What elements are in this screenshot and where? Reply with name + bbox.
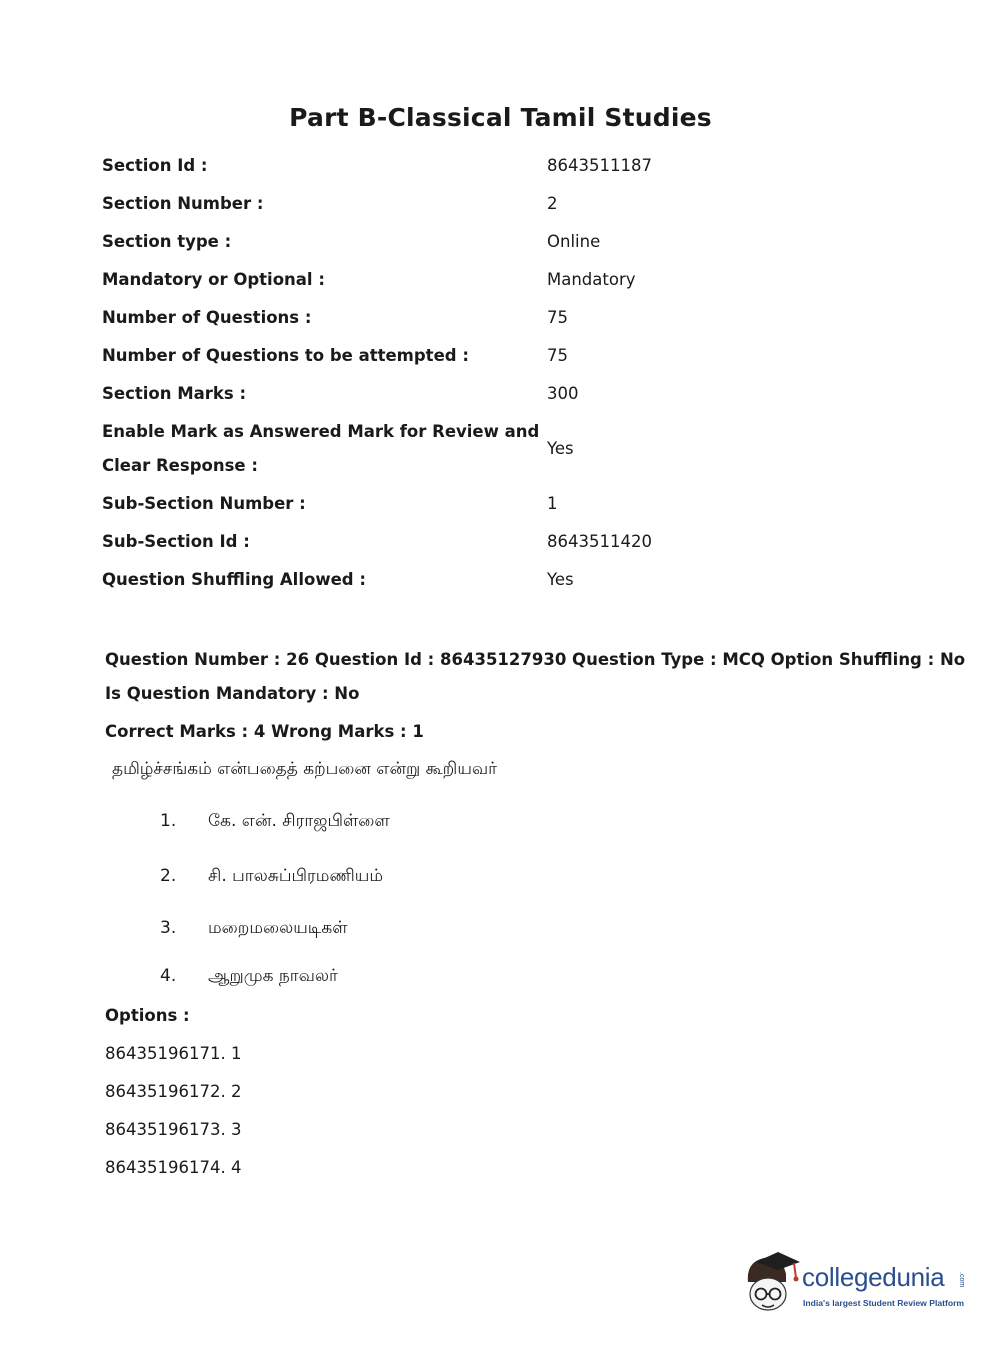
choice-2 (160, 866, 383, 888)
num-attempt-label: Number of Questions to be attempted : (102, 346, 469, 365)
choice-3 (160, 918, 348, 940)
section-number-label: Section Number : (102, 194, 264, 213)
section-id-value: 8643511187 (547, 156, 652, 175)
choice-number: 1. (160, 811, 177, 831)
num-attempt-value: 75 (547, 346, 568, 365)
section-marks-label: Section Marks : (102, 384, 247, 403)
section-number-value: 2 (547, 194, 558, 213)
choice-text: மறைமலையடிகள் (208, 918, 348, 938)
choice-text: சி. பாலசுப்பிரமணியம் (208, 866, 384, 886)
shuffling-label: Question Shuffling Allowed : (102, 570, 366, 589)
logo-domain: .com (958, 1272, 965, 1288)
option-id-2: 86435196172. 2 (105, 1082, 242, 1101)
sub-section-number-value: 1 (547, 494, 558, 513)
enable-mark-label-line1: Enable Mark as Answered Mark for Review and (102, 422, 540, 441)
choice-1 (160, 811, 390, 833)
shuffling-value: Yes (547, 570, 574, 589)
enable-mark-label-line2: Clear Response : (102, 456, 258, 475)
mandatory-value: Mandatory (547, 270, 636, 289)
logo-wordmark: collegedunia (802, 1262, 945, 1292)
section-marks-value: 300 (547, 384, 579, 403)
student-mascot-icon (742, 1248, 804, 1318)
page-title: Part B-Classical Tamil Studies (289, 103, 712, 132)
options-title: Options : (105, 1006, 190, 1025)
question-header-line1: Question Number : 26 Question Id : 86435127930 Question Type : MCQ Option Shuffling : No (105, 650, 966, 669)
question-marks: Correct Marks : 4 Wrong Marks : 1 (105, 722, 424, 741)
option-id-4: 86435196174. 4 (105, 1158, 242, 1177)
choice-text: ஆறுமுக நாவலர் (208, 966, 338, 986)
num-questions-value: 75 (547, 308, 568, 327)
enable-mark-value: Yes (547, 439, 574, 458)
mandatory-label: Mandatory or Optional : (102, 270, 325, 289)
section-type-label: Section type : (102, 232, 232, 251)
sub-section-id-value: 8643511420 (547, 532, 652, 551)
logo-tagline: India's largest Student Review Platform (803, 1298, 965, 1308)
section-id-label: Section Id : (102, 156, 208, 175)
choice-number: 2. (160, 866, 177, 886)
option-id-1: 86435196171. 1 (105, 1044, 242, 1063)
question-header-line2: Is Question Mandatory : No (105, 684, 360, 703)
choice-number: 4. (160, 966, 177, 986)
sub-section-id-label: Sub-Section Id : (102, 532, 250, 551)
section-type-value: Online (547, 232, 601, 251)
choice-number: 3. (160, 918, 177, 938)
num-questions-label: Number of Questions : (102, 308, 312, 327)
choice-text: கே. என். சிராஜபிள்ளை (208, 811, 390, 831)
option-id-3: 86435196173. 3 (105, 1120, 242, 1139)
collegedunia-logo (742, 1248, 972, 1318)
choice-4 (160, 966, 338, 988)
question-text: தமிழ்ச்சங்கம் என்பதைத் கற்பனை என்று கூறியவர் (112, 759, 498, 779)
sub-section-number-label: Sub-Section Number : (102, 494, 306, 513)
